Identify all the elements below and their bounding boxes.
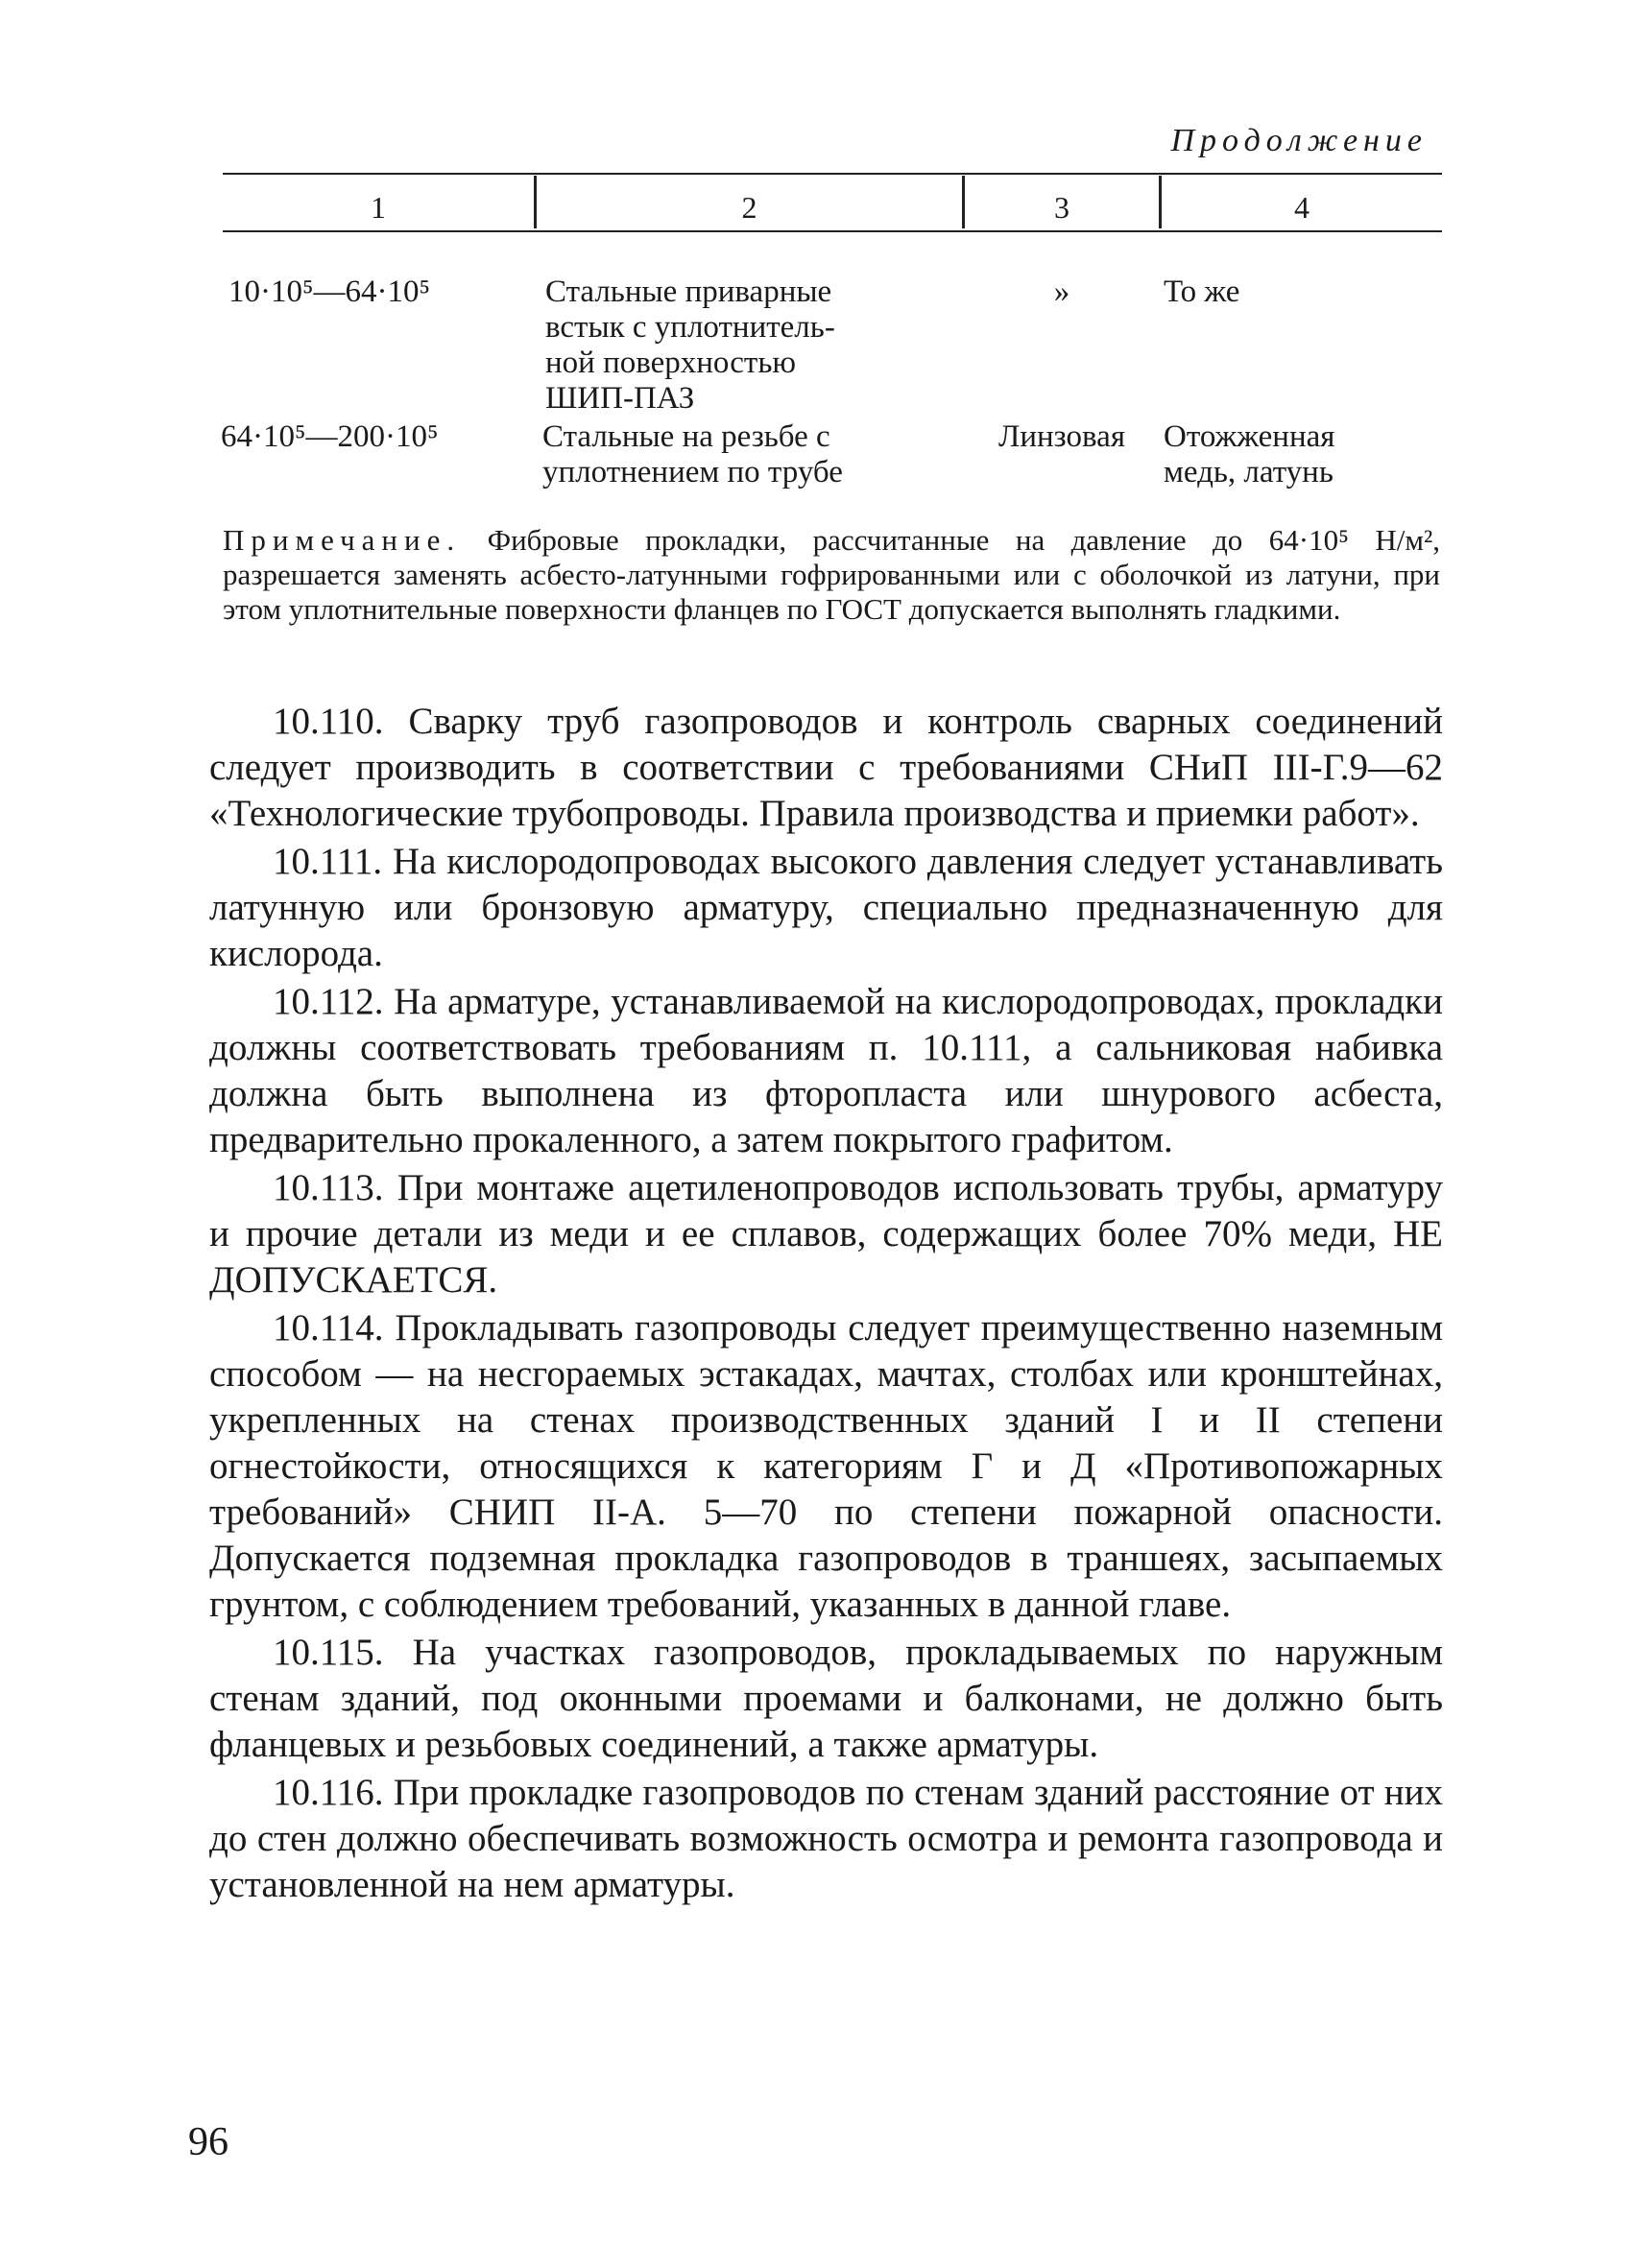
paragraph-10-113: 10.113. При монтаже ацетиленопроводов использовать трубы, арматуру и прочие детали из меди и ее сплавов, содержащих более 70% меди, НЕ ДОПУСКАЕТСЯ. — [209, 1167, 1443, 1301]
table-header-rule — [223, 230, 1442, 232]
paragraph-10-114: 10.114. Прокладывать газопроводы следует преимущественно наземным способом — на несгораемых эстакадах, мачтах, столбах или кронштейнах, укрепленных на стенах производственных зданий I и II степени огнестойкости, относящихся к категориям Г и Д «Противопожарных требований» СНИП II-А. 5—70 по степени пожарной опасности. Допускается подземная прокладка газопроводов в траншеях, засыпаемых грунтом, с соблюдением требований, указанных в данной главе. — [209, 1307, 1443, 1625]
column-header-2: 2 — [741, 190, 757, 225]
table-cell-material: Отожженная медь, латунь — [1164, 419, 1335, 489]
paragraph-10-115: 10.115. На участках газопроводов, прокладываемых по наружным стенам зданий, под оконными проемами и балконами, не должно быть фланцевых и резьбовых соединений, а также арматуры. — [209, 1632, 1443, 1765]
continuation-label: Продолжение — [1170, 123, 1428, 158]
column-header-4: 4 — [1294, 190, 1310, 225]
column-header-3: 3 — [1054, 190, 1069, 225]
table-cell-flange-type: Стальные приварные встык с уплотнитель- ной поверхностью ШИП-ПАЗ — [545, 275, 835, 416]
note-lead: Примечание. — [223, 523, 462, 557]
table-cell-pressure: 64·10⁵—200·10⁵ — [221, 419, 439, 454]
paragraph-10-110: 10.110. Сварку труб газопроводов и контроль сварных соединений следует производить в соответствии с требованиями СНиП III-Г.9—62 «Технологические трубопроводы. Правила производства и приемки работ». — [209, 701, 1443, 834]
table-cell-material: То же — [1164, 275, 1240, 309]
paragraph-10-116: 10.116. При прокладке газопроводов по стенам зданий расстояние от них до стен должно обеспечивать возможность осмотра и ремонта газопровода и установленной на нем арматуры. — [209, 1772, 1443, 1905]
table-cell-gasket: Линзовая — [997, 419, 1126, 454]
table-note — [223, 523, 1440, 627]
paragraph-10-112: 10.112. На арматуре, устанавливаемой на кислородопроводах, прокладки должны соответствовать требованиям п. 10.111, а сальниковая набивка должна быть выполнена из фторопласта или шнурового асбеста, предварительно прокаленного, а затем покрытого графитом. — [209, 981, 1443, 1160]
table-cell-flange-type: Стальные на резьбе с уплотнением по трубе — [542, 419, 843, 489]
body-text — [209, 699, 1443, 1910]
table-cell-gasket: » — [1053, 275, 1070, 309]
page-number: 96 — [188, 2120, 228, 2164]
column-header-1: 1 — [371, 190, 386, 225]
table-cell-pressure: 10·10⁵—64·10⁵ — [228, 275, 430, 309]
paragraph-10-111: 10.111. На кислородопроводах высокого давления следует устанавливать латунную или бронзовую арматуру, специально предназначенную для кислорода. — [209, 841, 1443, 974]
table-top-rule — [223, 173, 1442, 175]
note-text: Фибровые прокладки, рассчитанные на давление до 64·10⁵ Н/м², разрешается заменять асбесто-латунными гофрированными или с оболочкой из латуни, при этом уплотнительные поверхности фланцев по ГОСТ допускается выполнять гладкими. — [223, 523, 1440, 626]
